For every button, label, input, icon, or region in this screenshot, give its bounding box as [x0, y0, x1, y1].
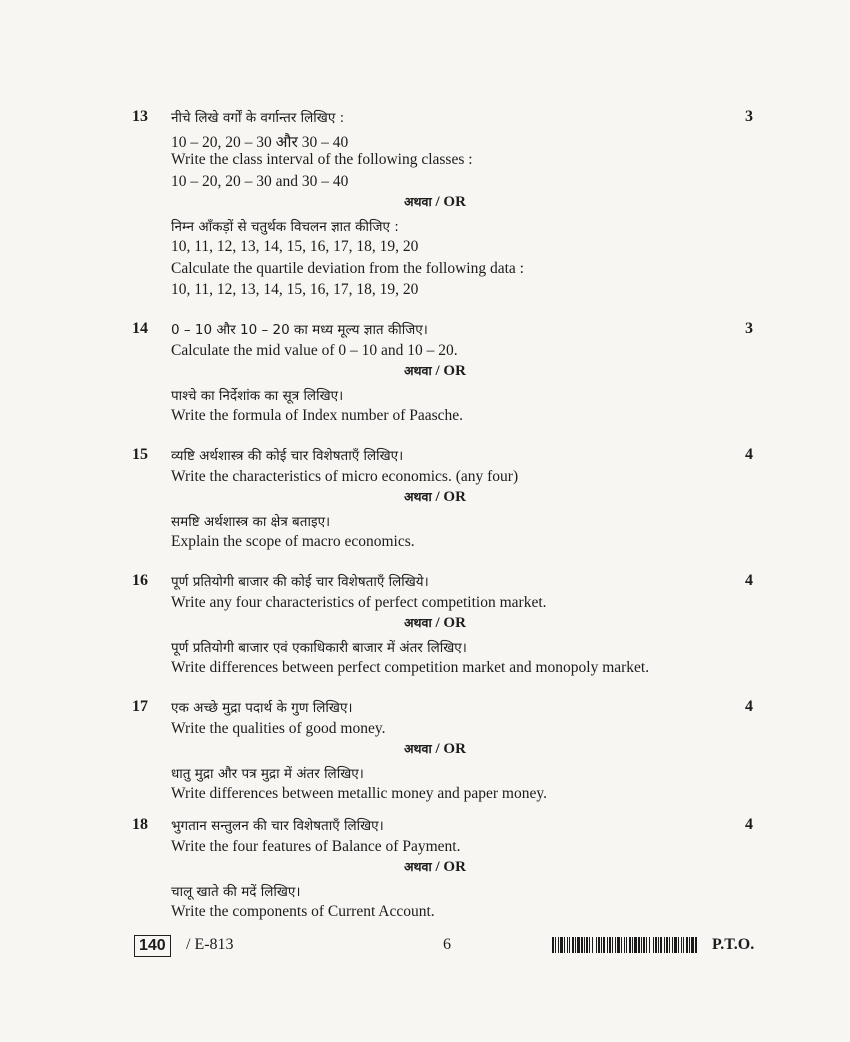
or-hindi: अथवा [404, 615, 432, 630]
question-text-english: 10 – 20, 20 – 30 और 30 – 40 [171, 133, 349, 151]
or-hindi: अथवा [404, 489, 432, 504]
alternate-text-hindi: चालू खाते की मदें लिखिए। [171, 883, 301, 900]
barcode-icon [552, 937, 698, 953]
or-hindi: अथवा [404, 194, 432, 209]
question-marks: 4 [745, 446, 753, 463]
alternate-text-english: Write the components of Current Account. [171, 903, 435, 920]
question-number: 14 [132, 320, 148, 337]
or-separator [404, 362, 466, 380]
alternate-text-english: 10, 11, 12, 13, 14, 15, 16, 17, 18, 19, 20 [171, 281, 419, 298]
or-separator [404, 488, 466, 506]
or-english: / OR [435, 615, 466, 631]
or-separator [404, 193, 466, 211]
alternate-text-hindi: समष्टि अर्थशास्त्र का क्षेत्र बताइए। [171, 513, 331, 530]
or-separator [404, 614, 466, 632]
question-text-hindi: व्यष्टि अर्थशास्त्र की कोई चार विशेषताएँ लिखिए। [171, 448, 404, 464]
alternate-text-english: Calculate the quartile deviation from the following data : [171, 259, 524, 277]
alternate-text-english: Explain the scope of macro economics. [171, 533, 415, 550]
paper-code-box: 140 [134, 935, 171, 957]
alternate-text-hindi: पूर्ण प्रतियोगी बाजार एवं एकाधिकारी बाजार में अंतर लिखिए। [171, 639, 467, 656]
question-marks: 4 [745, 816, 753, 833]
alternate-text-english: Write differences between perfect competition market and monopoly market. [171, 659, 650, 676]
question-text-hindi: पूर्ण प्रतियोगी बाजार की कोई चार विशेषताएँ लिखिये। [171, 574, 429, 590]
question-number: 15 [132, 446, 148, 463]
question-marks: 3 [745, 108, 753, 125]
question-number: 13 [132, 108, 148, 125]
page-number: 6 [443, 936, 451, 953]
alternate-text-english: Write the formula of Index number of Paasche. [171, 407, 464, 424]
or-hindi: अथवा [404, 363, 432, 378]
or-separator [404, 858, 466, 876]
question-number: 16 [132, 572, 148, 589]
question-text-english: Write the class interval of the following classes : [171, 151, 473, 168]
question-text-english: Write the four features of Balance of Payment. [171, 837, 461, 855]
alternate-text-hindi: पाश्चे का निर्देशांक का सूत्र लिखिए। [171, 387, 344, 404]
alternate-text-english: Write differences between metallic money and paper money. [171, 785, 547, 802]
question-text-english: Calculate the mid value of 0 – 10 and 10 – 20. [171, 341, 458, 359]
question-number: 18 [132, 816, 148, 833]
alternate-text-hindi: निम्न आँकड़ों से चतुर्थक विचलन ज्ञात कीजिए : [171, 218, 399, 235]
or-english: / OR [435, 194, 466, 210]
or-english: / OR [435, 859, 466, 875]
or-english: / OR [435, 489, 466, 505]
or-hindi: अथवा [404, 741, 432, 756]
question-text-english: Write the characteristics of micro economics. (any four) [171, 467, 519, 485]
question-text-hindi: एक अच्छे मुद्रा पदार्थ के गुण लिखिए। [171, 700, 353, 716]
alternate-text-english: 10, 11, 12, 13, 14, 15, 16, 17, 18, 19, 20 [171, 238, 419, 255]
question-text-hindi: नीचे लिखे वर्गों के वर्गान्तर लिखिए : [171, 110, 345, 126]
question-text-english: 10 – 20, 20 – 30 and 30 – 40 [171, 172, 349, 190]
question-text-hindi: 0 – 10 और 10 – 20 का मध्य मूल्य ज्ञात कीजिए। [171, 322, 428, 338]
question-number: 17 [132, 698, 148, 715]
or-hindi: अथवा [404, 859, 432, 874]
or-english: / OR [435, 741, 466, 757]
question-marks: 4 [745, 698, 753, 715]
or-english: / OR [435, 363, 466, 379]
paper-code-suffix: / E-813 [186, 936, 234, 953]
question-marks: 4 [745, 572, 753, 589]
question-text-english: Write the qualities of good money. [171, 719, 386, 737]
question-text-english: Write any four characteristics of perfect competition market. [171, 593, 547, 611]
page-footer [0, 933, 850, 963]
question-marks: 3 [745, 320, 753, 337]
pto-label: P.T.O. [712, 936, 755, 953]
or-separator [404, 740, 466, 758]
alternate-text-hindi: धातु मुद्रा और पत्र मुद्रा में अंतर लिखिए। [171, 765, 364, 782]
question-text-hindi: भुगतान सन्तुलन की चार विशेषताएँ लिखिए। [171, 818, 384, 834]
